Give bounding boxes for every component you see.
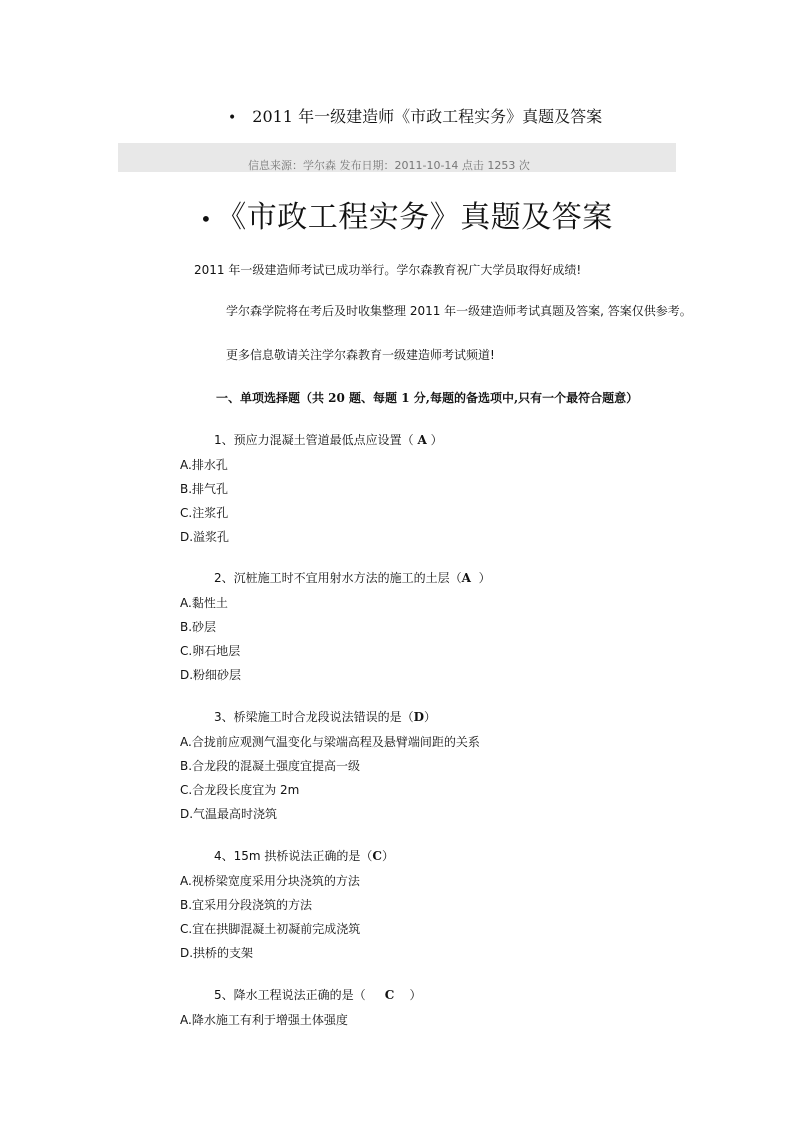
question-stem: 2、沉桩施工时不宜用射水方法的施工的土层（A ） bbox=[214, 571, 491, 585]
option-d: D.溢浆孔 bbox=[180, 530, 230, 544]
option-c: C.合龙段长度宜为 2m bbox=[180, 783, 300, 797]
option-d: D.拱桥的支架 bbox=[180, 946, 254, 960]
answer-key: C bbox=[384, 988, 395, 1002]
page-title bbox=[228, 104, 602, 127]
question-stem: 4、15m 拱桥说法正确的是（C） bbox=[214, 849, 394, 863]
option-b: B.排气孔 bbox=[180, 482, 229, 496]
page-title-text: 2011 年一级建造师《市政工程实务》真题及答案 bbox=[252, 107, 603, 126]
answer-key: D bbox=[413, 710, 425, 724]
answer-key: A bbox=[461, 571, 471, 585]
option-b: B.砂层 bbox=[180, 620, 217, 634]
option-a: A.降水施工有利于增强土体强度 bbox=[180, 1013, 348, 1027]
answer-key: C bbox=[372, 849, 382, 863]
option-a: A.排水孔 bbox=[180, 458, 228, 472]
question-stem: 1、预应力混凝土管道最低点应设置（ A ） bbox=[214, 433, 443, 447]
option-b: B.合龙段的混凝土强度宜提高一级 bbox=[180, 759, 361, 773]
intro-paragraph-2: 学尔森学院将在考后及时收集整理 2011 年一级建造师考试真题及答案, 答案仅供参考。 bbox=[226, 304, 692, 318]
intro-paragraph-3: 更多信息敬请关注学尔森教育一级建造师考试频道! bbox=[226, 348, 495, 362]
main-title bbox=[200, 192, 613, 236]
intro-paragraph-1: 2011 年一级建造师考试已成功举行。学尔森教育祝广大学员取得好成绩! bbox=[194, 263, 582, 277]
option-a: A.视桥梁宽度采用分块浇筑的方法 bbox=[180, 874, 360, 888]
question-stem: 5、降水工程说法正确的是（ C ） bbox=[214, 988, 422, 1002]
question-stem: 3、桥梁施工时合龙段说法错误的是（D） bbox=[214, 710, 437, 724]
option-c: C.注浆孔 bbox=[180, 506, 229, 520]
option-d: D.气温最高时浇筑 bbox=[180, 807, 278, 821]
bullet-icon: • bbox=[228, 110, 237, 126]
option-b: B.宜采用分段浇筑的方法 bbox=[180, 898, 313, 912]
option-a: A.合拢前应观测气温变化与梁端高程及悬臂端间距的关系 bbox=[180, 735, 480, 749]
option-c: C.卵石地层 bbox=[180, 644, 241, 658]
option-d: D.粉细砂层 bbox=[180, 668, 242, 682]
bullet-icon: • bbox=[200, 207, 213, 231]
option-a: A.黏性土 bbox=[180, 596, 228, 610]
answer-key: A bbox=[417, 433, 427, 447]
section-title: 一、单项选择题（共 20 题、每题 1 分,每题的备选项中,只有一个最符合题意） bbox=[216, 391, 639, 405]
main-title-text: 《市政工程实务》真题及答案 bbox=[216, 200, 613, 235]
option-c: C.宜在拱脚混凝土初凝前完成浇筑 bbox=[180, 922, 361, 936]
info-text: 信息来源：学尔森 发布日期：2011-10-14 点击 1253 次 bbox=[248, 159, 530, 172]
